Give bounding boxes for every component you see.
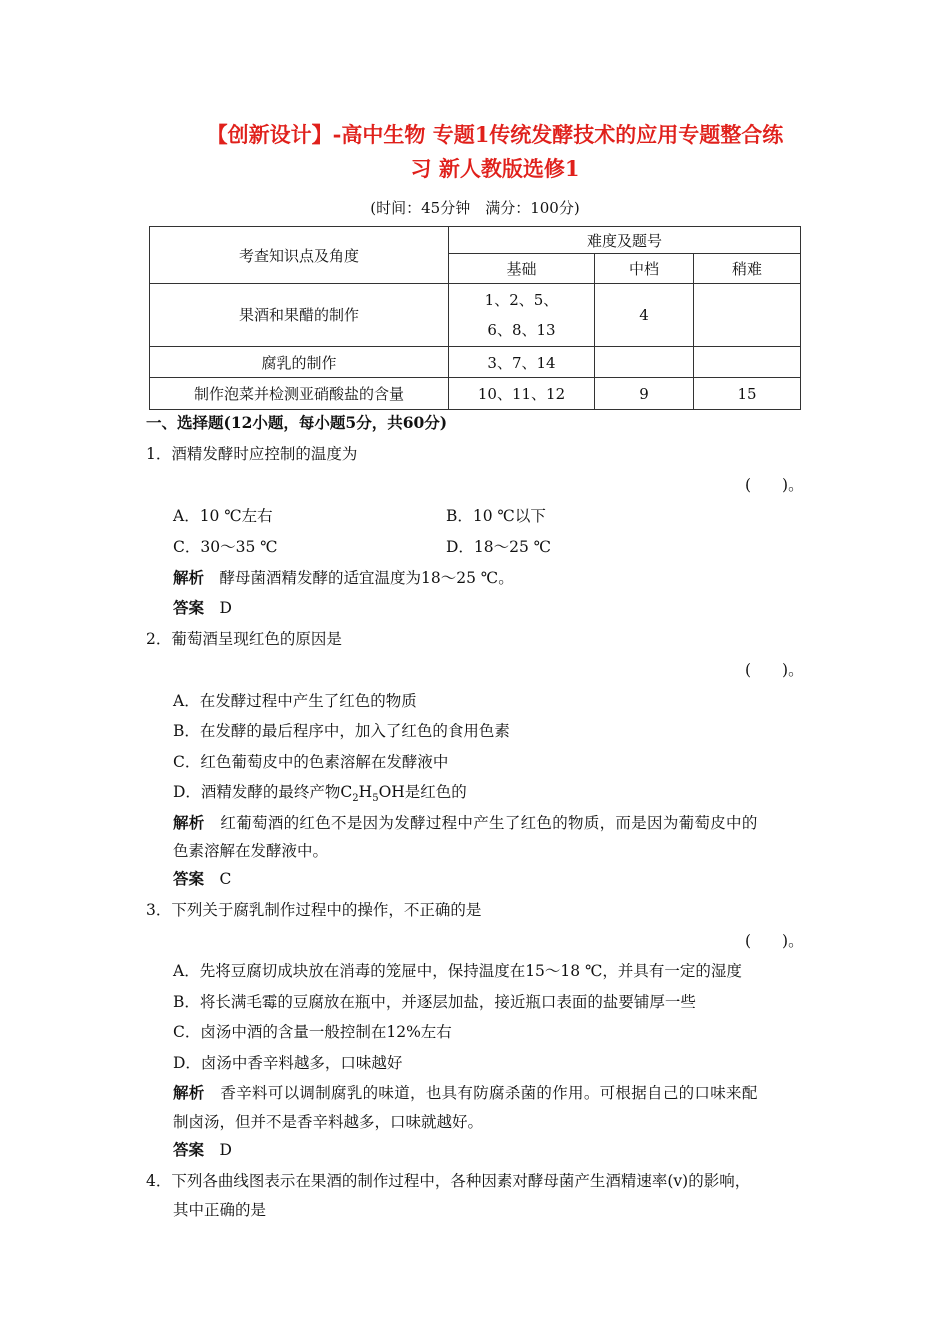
analysis-label: 解析 — [173, 813, 205, 832]
table-row — [150, 284, 801, 347]
title-line-1: 【创新设计】-高中生物 专题1传统发酵技术的应用专题整合练 — [206, 122, 784, 147]
cell-medium: 4 — [595, 284, 694, 347]
option-d-text: D．酒精发酵的最终产物C — [173, 783, 353, 801]
section-heading: 一、选择题(12小题，每小题5分，共60分) — [146, 413, 448, 432]
title-line-2: 习 新人教版选修1 — [410, 156, 580, 181]
answer-blank: ( )。 — [745, 932, 804, 950]
header-topic: 考查知识点及角度 — [150, 227, 449, 284]
analysis-text: 红葡萄酒的红色不是因为发酵过程中产生了红色的物质，而是因为葡萄皮中的 — [220, 814, 758, 832]
answer-blank: ( )。 — [745, 476, 804, 494]
analysis — [173, 1081, 803, 1103]
question-4-stem-continued: 其中正确的是 — [173, 1201, 267, 1219]
analysis-text: 酵母菌酒精发酵的适宜温度为18～25 ℃。 — [219, 569, 514, 587]
option-d — [173, 780, 467, 804]
table-row — [150, 378, 801, 410]
option-a: A．10 ℃左右 — [173, 507, 273, 525]
option-c: C．卤汤中酒的含量一般控制在12%左右 — [173, 1023, 452, 1041]
option-b: B．10 ℃以下 — [446, 507, 546, 525]
option-d-text: OH是红色的 — [378, 783, 467, 801]
cell-basic: 10、11、12 — [449, 378, 595, 410]
answer — [173, 596, 232, 618]
knowledge-point-table — [149, 226, 801, 410]
cell-hard — [694, 347, 801, 378]
question-3-stem: 3．下列关于腐乳制作过程中的操作，不正确的是 — [146, 901, 482, 919]
cell-basic — [449, 284, 595, 347]
cell-topic: 腐乳的制作 — [150, 347, 449, 378]
option-d: D．卤汤中香辛料越多，口味越好 — [173, 1054, 403, 1072]
analysis-text: 香辛料可以调制腐乳的味道，也具有防腐杀菌的作用。可根据自己的口味来配 — [220, 1084, 758, 1102]
header-difficulty: 难度及题号 — [449, 227, 801, 254]
option-b: B．在发酵的最后程序中，加入了红色的食用色素 — [173, 722, 510, 740]
option-c: C．红色葡萄皮中的色素溶解在发酵液中 — [173, 753, 449, 771]
analysis — [173, 566, 514, 588]
option-b: B．将长满毛霉的豆腐放在瓶中，并逐层加盐，接近瓶口表面的盐要铺厚一些 — [173, 993, 696, 1011]
option-c: C．30～35 ℃ — [173, 538, 278, 556]
cell-topic: 果酒和果醋的制作 — [150, 284, 449, 347]
cell-basic-line: 6、8、13 — [487, 321, 556, 339]
subscript: 5 — [372, 793, 379, 805]
answer-value: C — [219, 870, 232, 888]
cell-hard: 15 — [694, 378, 801, 410]
answer-label: 答案 — [173, 598, 205, 617]
option-d-text: H — [358, 783, 373, 801]
answer — [173, 867, 231, 889]
answer-value: D — [219, 1141, 232, 1159]
analysis — [173, 811, 803, 833]
cell-hard — [694, 284, 801, 347]
cell-topic: 制作泡菜并检测亚硝酸盐的含量 — [150, 378, 449, 410]
cell-medium — [595, 347, 694, 378]
analysis-label: 解析 — [173, 1083, 205, 1102]
question-1-stem: 1．酒精发酵时应控制的温度为 — [146, 445, 358, 463]
option-a: A．先将豆腐切成块放在消毒的笼屉中，保持温度在15～18 ℃，并具有一定的湿度 — [173, 962, 742, 980]
option-d: D．18～25 ℃ — [446, 538, 552, 556]
cell-basic: 3、7、14 — [449, 347, 595, 378]
answer-label: 答案 — [173, 1140, 205, 1159]
cell-medium: 9 — [595, 378, 694, 410]
analysis-continued: 色素溶解在发酵液中。 — [173, 842, 329, 860]
answer — [173, 1138, 232, 1160]
analysis-continued: 制卤汤，但并不是香辛料越多，口味就越好。 — [173, 1113, 484, 1131]
header-medium: 中档 — [595, 254, 694, 284]
answer-label: 答案 — [173, 869, 205, 888]
analysis-label: 解析 — [173, 568, 205, 587]
subscript: 2 — [352, 793, 359, 805]
question-2-stem: 2．葡萄酒呈现红色的原因是 — [146, 630, 342, 648]
table-row — [150, 347, 801, 378]
header-hard: 稍难 — [694, 254, 801, 284]
cell-basic-line: 1、2、5、 — [484, 291, 559, 309]
question-4-stem: 4．下列各曲线图表示在果酒的制作过程中，各种因素对酵母菌产生酒精速率(v)的影响， — [146, 1172, 751, 1190]
answer-value: D — [219, 599, 232, 617]
exam-meta: (时间：45分钟 满分：100分) — [370, 199, 580, 217]
document-title — [180, 118, 810, 186]
answer-blank: ( )。 — [745, 661, 804, 679]
option-a: A．在发酵过程中产生了红色的物质 — [173, 692, 417, 710]
header-basic: 基础 — [449, 254, 595, 284]
